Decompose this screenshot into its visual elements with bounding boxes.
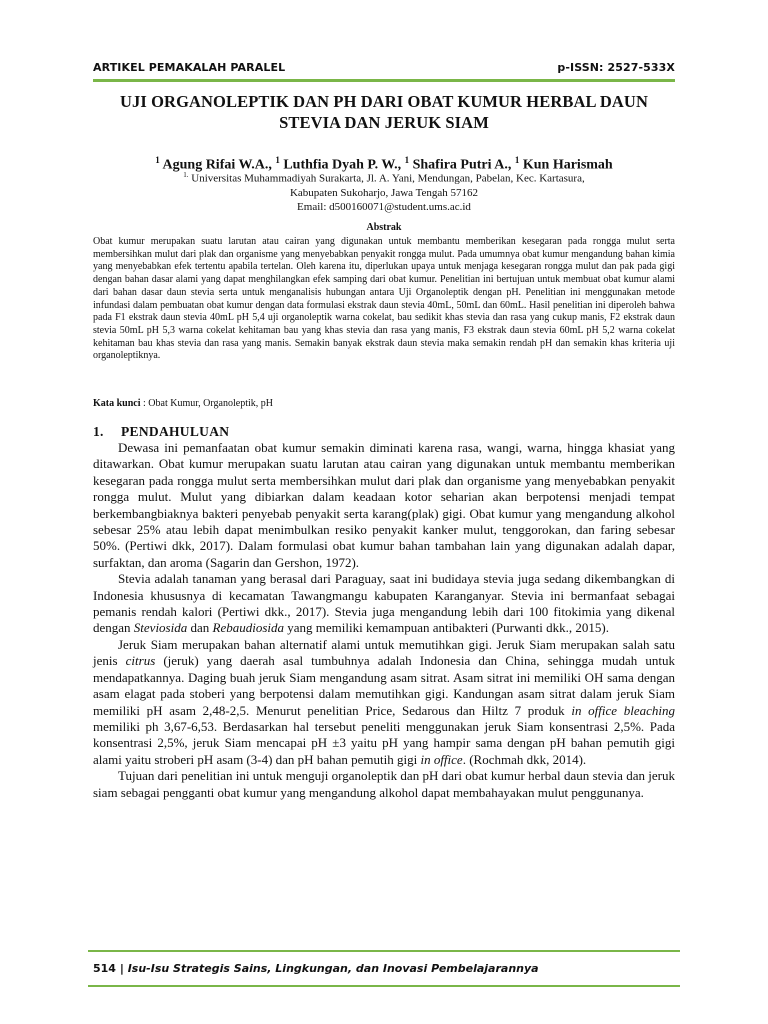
author-name: Agung Rifai W.A., <box>162 157 272 173</box>
page-number: 514 <box>93 962 116 975</box>
affiliation-line-1 <box>93 168 675 186</box>
keywords-label: Kata kunci <box>93 398 141 409</box>
section-number: 1. <box>93 424 104 439</box>
paragraph-text: dan <box>187 620 213 636</box>
paragraph-text: memiliki ph 3,67-6,53. Berdasarkan hal tersebut peneliti menggunakan jeruk Siam konsentrasi 2,5%. Pada konsentrasi 2,5%, jeruk Siam mencapai pH ±3 yaitu pH yang hampir sama dengan pH bahan pemutih gigi alami yaitu stroberi pH asam (3-4) dan pH bahan pemutih gigi <box>93 718 675 767</box>
affiliation-email: Email: d500160071@student.ums.ac.id <box>297 200 471 213</box>
italic-term: Steviosida <box>133 620 188 636</box>
section-title: PENDAHULUAN <box>121 424 230 439</box>
author-name: Kun Harismah <box>522 157 613 173</box>
paragraph-text: Jeruk Siam merupakan bahan alternatif alami untuk memutihkan gigi. Jeruk Siam merupakan salah satu jenis <box>93 636 675 669</box>
affiliation-line-2: Kabupaten Sukoharjo, Jawa Tengah 57162 <box>289 186 479 199</box>
journal-title: Isu-Isu Strategis Sains, Lingkungan, dan Inovasi Pembelajarannya <box>127 962 539 975</box>
article-title <box>93 91 675 133</box>
footer-rule-top <box>88 950 680 952</box>
affiliation-text: Universitas Muhammadiyah Surakarta, Jl. A. Yani, Mendungan, Pabelan, Kec. Kartasura, <box>191 172 585 185</box>
italic-term: in office <box>420 751 463 767</box>
paragraph: Dewasa ini pemanfaatan obat kumur semakin diminati karena rasa, wangi, warna, hingga khasiat yang ditawarkan. Obat kumur merupakan suatu larutan atau cairan yang digunakan untuk membantu memberikan kesegaran pada rongga mulut serta membersihkan mulut dari plak dan organisme yang menyebabkan penyakit rongga mulut. Mulut yang dibiarkan dalam keadaan kotor seharian akan berpotensi menjadi tempat berkembangbiaknya bakteri penyebab penyakit serta karang(plak) gigi. Obat kumur yang mengandung alkohol sebesar 25% atau lebih dapat menimbulkan resiko penyakit kanker mulut, tenggorokan, dan faring sebesar 50%. (Pertiwi dkk, 2017). Dalam formulasi obat kumur bahan tambahan lain yang digunakan adalah dapar, surfaktan, dan aroma (Sagarin dan Gershon, 1972). <box>93 440 675 570</box>
author-mark: 1 <box>514 155 520 165</box>
author-mark: 1 <box>155 155 160 165</box>
section-heading <box>93 424 675 440</box>
paragraph: Tujuan dari penelitian ini untuk menguji organoleptik dan pH dari obat kumur herbal daun stevia dan jeruk siam sebagai pengganti obat kumur yang mengandung alkohol dapat membahayakan mulut penggunanya. <box>93 768 675 800</box>
paragraph <box>93 571 675 637</box>
keywords <box>93 398 675 410</box>
author-mark: 1 <box>275 155 280 165</box>
running-header <box>93 61 675 74</box>
italic-term: citrus <box>125 653 156 669</box>
header-issn: p-ISSN: 2527-533X <box>557 61 675 74</box>
author-mark: 1 <box>404 155 410 165</box>
italic-term: Rebaudiosida <box>212 620 285 636</box>
abstract-heading: Abstrak <box>366 222 402 233</box>
author-name: Shafira Putri A., <box>412 157 512 173</box>
header-rule <box>93 79 675 82</box>
paragraph-text: (jeruk) yang daerah asal tumbuhnya adalah Indonesia dan China, sehingga mudah untuk mendapatkannya. Daging buah jeruk Siam mengandung asam sitrat. Asam sitrat ini memiliki OH sama dengan asam elagat pada stoberi yang berpotensi dalam memutihkan gigi. Kandungan asam sitrat dalam jeruk Siam memiliki pH asam 2,48-2,5. Menurut penelitian Price, Sedarous dan Hiltz 7 produk <box>93 653 675 718</box>
paragraph-text: . (Rochmah dkk, 2014). <box>462 751 587 767</box>
author-name: Luthfia Dyah P. W., <box>283 157 402 173</box>
header-section-label: ARTIKEL PEMAKALAH PARALEL <box>93 61 286 74</box>
section-body <box>93 440 675 801</box>
paragraph-text: Stevia adalah tanaman yang berasal dari Paraguay, saat ini budidaya stevia juga sedang dikembangkan di Indonesia khususnya di kecamatan Tawangmangu kabupaten Karanganyar. Stevia ini bermanfaat sebagai pemanis rendah kalori (Pertiwi dkk., 2017). Stevia juga mengandung lebih dari 100 fitokimia yang dikenal dengan <box>93 571 675 636</box>
italic-term: in office bleaching <box>571 702 675 718</box>
footer-rule-bottom <box>88 985 680 987</box>
footer-separator: | <box>119 962 124 975</box>
keywords-text: : Obat Kumur, Organoleptik, pH <box>140 398 273 409</box>
affiliation <box>93 168 675 214</box>
title-line-2: STEVIA DAN JERUK SIAM <box>279 113 489 132</box>
paragraph <box>93 637 675 768</box>
paragraph-text: yang memiliki kemampuan antibakteri (Purwanti dkk., 2015). <box>284 620 609 636</box>
abstract-text: Obat kumur merupakan suatu larutan atau cairan yang digunakan untuk membantu memberikan kesegaran pada rongga mulut serta membersihkan mulut dari plak dan organisme yang menyebabkan penyakit rongga mulut. Pada umumnya obat kumur mengandung bahan kimia yang menyebabkan efek tertentu apabila tertelan. Oleh karena itu, diperlukan upaya untuk menjaga kesegaran rongga mulut dan pak pada gigi dengan bahan dasar alami yang dapat menghilangkan efek samping dari obat kumur. Penelitian ini bertujuan untuk membuat obat kumur alami dari bahan dasar daun stevia serta untuk menganalisis hubungan antara Uji Organoleptik dengan pH. Penelitian ini menggunakan metode infundasi dalam pembuatan obat kumur dengan data formulasi ekstrak daun stevia 40mL, 50mL dan 60mL. Hasil penelitian ini diperoleh bahwa pada F1 ekstrak daun stevia 40mL pH 5,4 uji organoleptik warna cokelat, bau sedikit khas stevia dan rasa yang cukup manis, F2 ekstrak daun stevia 50mL pH 5,3 warna cokelat kehitaman bau yang khas stevia dan rasa yang manis, F3 ekstrak daun stevia 60mL pH 5,2 warna cokelat kehitaman bau khas stevia dan rasa yang manis. Semakin banyak ekstrak daun stevia maka semakin rendah pH dan semakin khas kriteria uji organoleptiknya. <box>93 236 675 362</box>
affiliation-mark: 1. <box>183 171 189 179</box>
running-footer <box>93 962 675 976</box>
title-line-1: UJI ORGANOLEPTIK DAN PH DARI OBAT KUMUR HERBAL DAUN <box>120 92 648 111</box>
